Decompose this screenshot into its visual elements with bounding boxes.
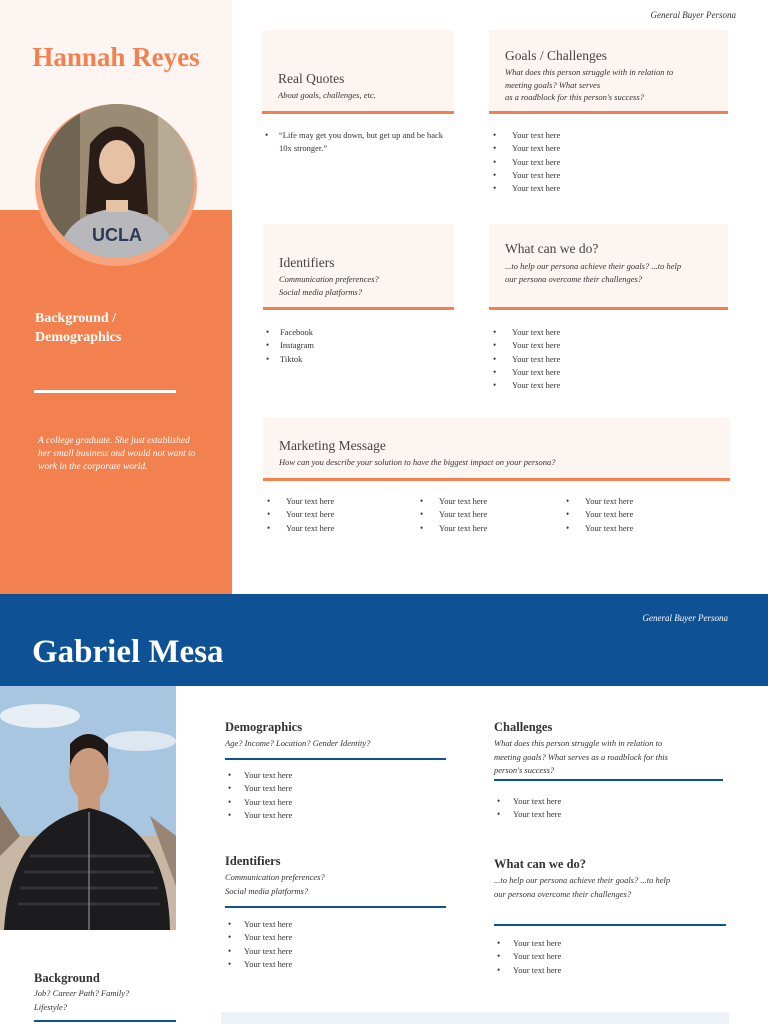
- what-can-we-do-title: What can we do?: [505, 241, 599, 256]
- persona-name: Hannah Reyes: [32, 42, 200, 72]
- what-can-we-do-list: [494, 937, 561, 977]
- what-can-we-do-card: [489, 224, 728, 310]
- list-item: • Your text here: [494, 937, 561, 950]
- challenges-list: [494, 795, 561, 822]
- identifiers-list: [225, 918, 292, 971]
- portrait-man-illustration: [0, 686, 176, 930]
- list-item: • Your text here: [563, 522, 633, 535]
- goals-challenges-card: [489, 30, 728, 114]
- goals-subtitle: [505, 66, 673, 104]
- challenges-divider: [494, 779, 723, 781]
- sidebar-bottom-panel: [0, 210, 232, 594]
- list-item: • Your text here: [225, 958, 292, 971]
- real-quotes-card: [262, 30, 454, 114]
- identifiers-title: Identifiers: [279, 255, 335, 270]
- persona-tagline: General Buyer Persona: [650, 10, 736, 20]
- list-item: • Your text here: [417, 522, 487, 535]
- goals-title: Goals / Challenges: [505, 48, 607, 63]
- list-item: • Your text here: [225, 809, 292, 822]
- list-item: • “Life may get you down, but get up and be back 10x stronger.”: [262, 129, 457, 156]
- identifiers-divider: [225, 906, 446, 908]
- list-item: • Your text here: [490, 379, 560, 392]
- what-can-we-do-subtitle-line: our persona overcome their challenges?: [505, 273, 643, 284]
- list-item: • Your text here: [225, 931, 292, 944]
- list-item: • Your text here: [264, 508, 334, 521]
- what-can-we-do-subtitle-line: ...to help our persona achieve their goals? ...to help: [494, 875, 671, 885]
- identifiers-subtitle: [225, 871, 325, 898]
- real-quotes-subtitle: About goals, challenges, etc.: [278, 90, 376, 100]
- background-title-line2: Demographics: [35, 330, 122, 345]
- persona-photo: [0, 686, 176, 930]
- list-item: • Facebook: [263, 326, 314, 339]
- goals-subtitle-line: as a roadblock for this person's success?: [505, 92, 644, 102]
- list-item: • Your text here: [490, 182, 560, 195]
- persona-gabriel-mesa: [0, 594, 768, 1024]
- background-title: Background: [34, 971, 100, 985]
- background-subtitle-line: Job? Career Path? Family?: [34, 988, 130, 998]
- shirt-text: UCLA: [92, 225, 142, 245]
- background-title-line1: Background /: [35, 311, 117, 326]
- challenges-subtitle-line: meeting goals? What serves as a roadblock for this: [494, 751, 668, 762]
- background-subtitle: [34, 987, 129, 1014]
- identifiers-subtitle-line: Communication preferences?: [279, 274, 379, 284]
- list-item: • Your text here: [563, 508, 633, 521]
- list-item: • Your text here: [264, 495, 334, 508]
- persona-tagline: General Buyer Persona: [642, 613, 728, 623]
- demographics-list: [225, 769, 292, 822]
- list-item: • Your text here: [225, 796, 292, 809]
- challenges-title: Challenges: [494, 720, 553, 734]
- list-item: • Your text here: [417, 508, 487, 521]
- identifiers-list: [263, 326, 314, 366]
- background-divider: [34, 1020, 176, 1022]
- list-item: • Your text here: [490, 169, 560, 182]
- what-can-we-do-subtitle-line: our persona overcome their challenges?: [494, 888, 632, 899]
- challenges-subtitle-line: person's success?: [494, 765, 555, 775]
- background-title: [35, 309, 121, 347]
- demographics-title: Demographics: [225, 720, 303, 734]
- marketing-title: Marketing Message: [279, 438, 386, 453]
- list-item: • Your text here: [494, 808, 561, 821]
- demographics-subtitle: Age? Income? Location? Gender Identity?: [225, 738, 371, 748]
- what-can-we-do-subtitle-line: ...to help our persona achieve their goals? ...to help: [505, 261, 682, 271]
- what-can-we-do-divider: [494, 924, 726, 926]
- real-quotes-list: [262, 129, 457, 156]
- list-item: • Your text here: [563, 495, 633, 508]
- background-subtitle-line: Lifestyle?: [34, 1001, 68, 1012]
- list-item: • Your text here: [490, 339, 560, 352]
- list-item: • Your text here: [494, 795, 561, 808]
- marketing-subtitle: How can you describe your solution to have the biggest impact on your persona?: [279, 457, 556, 467]
- list-item: • Tiktok: [263, 353, 314, 366]
- list-item: • Your text here: [225, 782, 292, 795]
- identifiers-subtitle-line: Social media platforms?: [279, 286, 363, 297]
- list-item: • Your text here: [490, 156, 560, 169]
- identifiers-card: [263, 224, 454, 310]
- list-item: • Your text here: [490, 366, 560, 379]
- what-can-we-do-title: What can we do?: [494, 857, 587, 871]
- challenges-subtitle-line: What does this person struggle with in relation to: [494, 738, 663, 748]
- what-can-we-do-list: [490, 326, 560, 392]
- list-item: • Your text here: [490, 129, 560, 142]
- list-item: • Your text here: [494, 950, 561, 963]
- goals-subtitle-line: meeting goals? What serves: [505, 79, 601, 90]
- goals-subtitle-line: What does this person struggle with in relation to: [505, 67, 674, 77]
- list-item: • Your text here: [225, 918, 292, 931]
- background-divider: [34, 390, 176, 393]
- identifiers-subtitle-line: Social media platforms?: [225, 885, 309, 896]
- what-can-we-do-subtitle: [505, 260, 681, 285]
- challenges-subtitle: [494, 737, 668, 778]
- marketing-list-col2: [417, 495, 487, 535]
- list-item: • Your text here: [264, 522, 334, 535]
- list-item: • Your text here: [490, 326, 560, 339]
- list-item: • Your text here: [490, 353, 560, 366]
- marketing-list-col1: [264, 495, 334, 535]
- bottom-card: [221, 1012, 729, 1024]
- marketing-message-card: [263, 418, 730, 481]
- persona-name: Gabriel Mesa: [32, 634, 224, 670]
- portrait-woman-illustration: [40, 104, 194, 258]
- real-quotes-title: Real Quotes: [278, 71, 345, 86]
- list-item: • Your text here: [494, 964, 561, 977]
- list-item: • Your text here: [225, 945, 292, 958]
- identifiers-subtitle-line: Communication preferences?: [225, 872, 325, 882]
- list-item: • Your text here: [225, 769, 292, 782]
- persona-photo: [40, 104, 194, 258]
- list-item: • Instagram: [263, 339, 314, 352]
- goals-list: [490, 129, 560, 195]
- marketing-list-col3: [563, 495, 633, 535]
- list-item: • Your text here: [490, 142, 560, 155]
- list-item: • Your text here: [417, 495, 487, 508]
- demographics-divider: [225, 758, 446, 760]
- identifiers-subtitle: [279, 273, 379, 298]
- what-can-we-do-subtitle: [494, 874, 670, 901]
- background-text: A college graduate. She just established her small business and would not want to work in the corporate world.: [38, 436, 196, 472]
- identifiers-title: Identifiers: [225, 854, 281, 868]
